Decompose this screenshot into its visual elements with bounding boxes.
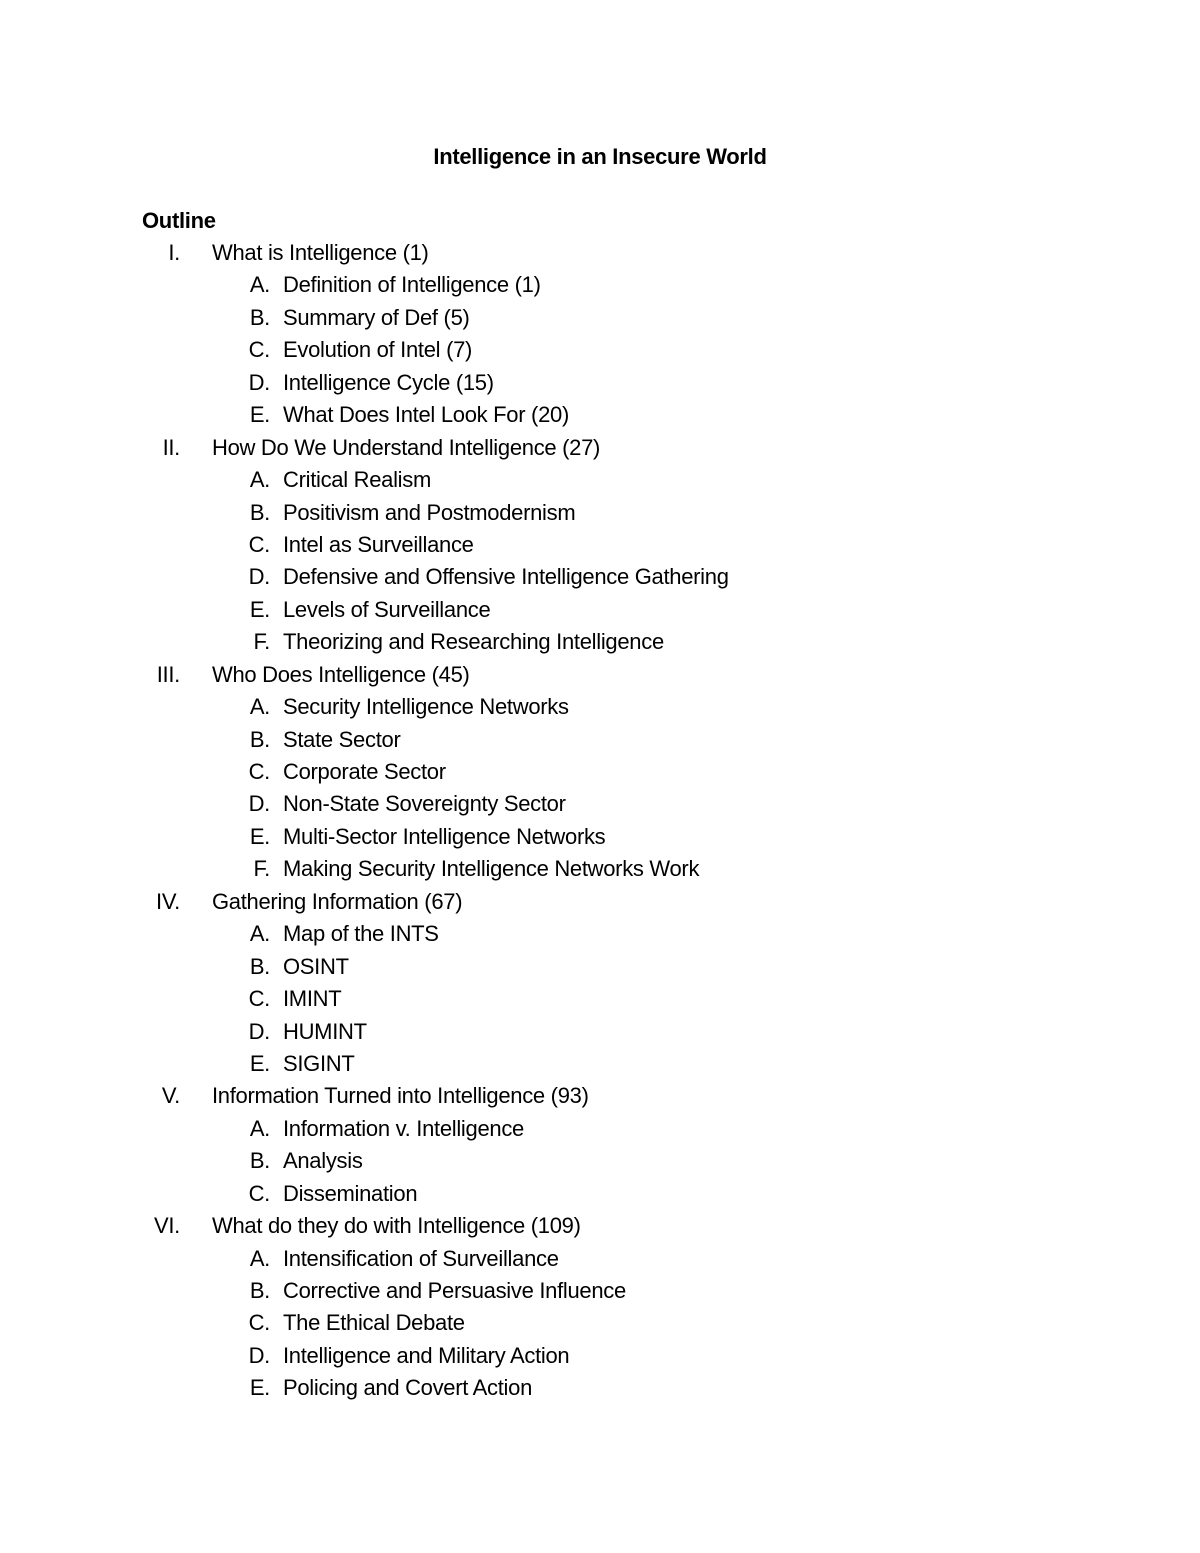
section-title: What is Intelligence (1) xyxy=(212,240,429,265)
subitem-text: OSINT xyxy=(283,953,349,979)
outline-subitem xyxy=(0,984,1200,1016)
subitem-text: SIGINT xyxy=(283,1050,355,1076)
outline-subitem xyxy=(0,1049,1200,1081)
section-numeral: I. xyxy=(168,240,180,265)
subitem-letter: E. xyxy=(249,823,270,849)
subitem-letter: A. xyxy=(249,272,270,298)
subitem-letter: F. xyxy=(253,856,270,882)
section-numeral: VI. xyxy=(154,1213,180,1239)
outline-subitem xyxy=(0,627,1200,659)
outline-subitem xyxy=(0,952,1200,984)
subitem-letter: E. xyxy=(249,402,270,428)
subitem-text: Intel as Surveillance xyxy=(283,531,474,557)
section-numeral: III. xyxy=(156,661,180,687)
outline-section xyxy=(0,1211,1200,1243)
outline-subitem xyxy=(0,1308,1200,1340)
subitem-text: Theorizing and Researching Intelligence xyxy=(283,629,664,655)
subitem-letter: C. xyxy=(248,1310,270,1336)
subitem-text: Corrective and Persuasive Influence xyxy=(283,1278,626,1303)
outline-list xyxy=(0,238,1200,1406)
subitem-letter: B. xyxy=(249,1278,270,1303)
outline-subitem xyxy=(0,270,1200,302)
subitem-text: Dissemination xyxy=(283,1180,418,1206)
outline-subitem xyxy=(0,498,1200,530)
subitem-letter: B. xyxy=(249,304,270,330)
subitem-text: Map of the INTS xyxy=(283,921,439,947)
outline-subitem xyxy=(0,789,1200,821)
section-title: Gathering Information (67) xyxy=(212,888,463,914)
outline-subitem xyxy=(0,692,1200,724)
outline-subitem xyxy=(0,465,1200,497)
subitem-text: Multi-Sector Intelligence Networks xyxy=(283,823,606,849)
subitem-letter: F. xyxy=(253,629,270,655)
outline-subitem xyxy=(0,757,1200,789)
outline-subitem xyxy=(0,595,1200,627)
outline-subitem xyxy=(0,1373,1200,1405)
document-title: Intelligence in an Insecure World xyxy=(433,144,767,169)
subitem-letter: B. xyxy=(249,499,270,525)
section-title: How Do We Understand Intelligence (27) xyxy=(212,434,601,460)
subitem-text: Policing and Covert Action xyxy=(283,1375,533,1401)
section-title: What do they do with Intelligence (109) xyxy=(212,1213,581,1239)
subitem-text: Non-State Sovereignty Sector xyxy=(283,791,566,817)
subitem-text: Making Security Intelligence Networks Work xyxy=(283,856,700,882)
subitem-text: Information v. Intelligence xyxy=(283,1115,524,1141)
section-title: Information Turned into Intelligence (93) xyxy=(212,1083,589,1109)
section-numeral: IV. xyxy=(156,888,180,914)
subitem-text: Critical Realism xyxy=(283,467,431,493)
section-title: Who Does Intelligence (45) xyxy=(212,661,470,687)
subitem-letter: D. xyxy=(248,369,270,395)
section-numeral: II. xyxy=(162,434,180,460)
subitem-text: Corporate Sector xyxy=(283,759,446,784)
subitem-text: Evolution of Intel (7) xyxy=(283,337,473,363)
subitem-text: Intensification of Surveillance xyxy=(283,1245,559,1271)
outline-subitem xyxy=(0,1244,1200,1276)
subitem-letter: C. xyxy=(248,531,270,557)
subitem-letter: C. xyxy=(248,1180,270,1206)
subitem-text: Positivism and Postmodernism xyxy=(283,499,576,525)
subitem-text: Analysis xyxy=(283,1148,363,1174)
subitem-text: Levels of Surveillance xyxy=(283,596,491,622)
subitem-text: The Ethical Debate xyxy=(283,1310,465,1336)
outline-subitem xyxy=(0,530,1200,562)
subitem-letter: A. xyxy=(249,1115,270,1141)
subitem-letter: A. xyxy=(249,1245,270,1271)
subitem-letter: E. xyxy=(249,1375,270,1401)
subitem-letter: E. xyxy=(249,1050,270,1076)
outline-section xyxy=(0,1081,1200,1113)
outline-subitem xyxy=(0,335,1200,367)
outline-subitem xyxy=(0,1179,1200,1211)
subitem-letter: D. xyxy=(248,1018,270,1044)
outline-subitem xyxy=(0,1276,1200,1308)
outline-subitem xyxy=(0,919,1200,951)
subitem-letter: C. xyxy=(248,337,270,363)
outline-subitem xyxy=(0,1341,1200,1373)
outline-subitem xyxy=(0,303,1200,335)
outline-subitem xyxy=(0,822,1200,854)
outline-subitem xyxy=(0,725,1200,757)
outline-subitem xyxy=(0,1146,1200,1178)
outline-section xyxy=(0,660,1200,692)
outline-heading: Outline xyxy=(142,208,216,233)
outline-subitem xyxy=(0,368,1200,400)
subitem-text: Intelligence and Military Action xyxy=(283,1342,570,1368)
outline-subitem xyxy=(0,854,1200,886)
subitem-letter: A. xyxy=(249,467,270,493)
subitem-text: HUMINT xyxy=(283,1018,367,1044)
subitem-letter: C. xyxy=(248,759,270,784)
outline-section xyxy=(0,238,1200,270)
subitem-letter: A. xyxy=(249,694,270,720)
subitem-letter: B. xyxy=(249,726,270,752)
outline-section xyxy=(0,887,1200,919)
outline-subitem xyxy=(0,400,1200,432)
section-numeral: V. xyxy=(161,1083,180,1109)
subitem-text: What Does Intel Look For (20) xyxy=(283,402,569,428)
outline-section xyxy=(0,433,1200,465)
subitem-text: IMINT xyxy=(283,986,342,1012)
subitem-letter: D. xyxy=(248,791,270,817)
subitem-text: Definition of Intelligence (1) xyxy=(283,272,541,298)
subitem-text: Defensive and Offensive Intelligence Gathering xyxy=(283,564,729,590)
subitem-letter: D. xyxy=(248,564,270,590)
subitem-text: Intelligence Cycle (15) xyxy=(283,369,494,395)
subitem-text: State Sector xyxy=(283,726,401,752)
subitem-letter: B. xyxy=(249,1148,270,1174)
subitem-letter: C. xyxy=(248,986,270,1012)
subitem-text: Security Intelligence Networks xyxy=(283,694,569,720)
subitem-letter: B. xyxy=(249,953,270,979)
subitem-letter: D. xyxy=(248,1342,270,1368)
outline-subitem xyxy=(0,1114,1200,1146)
subitem-letter: A. xyxy=(249,921,270,947)
subitem-letter: E. xyxy=(249,596,270,622)
outline-subitem xyxy=(0,562,1200,594)
outline-subitem xyxy=(0,1017,1200,1049)
subitem-text: Summary of Def (5) xyxy=(283,304,470,330)
